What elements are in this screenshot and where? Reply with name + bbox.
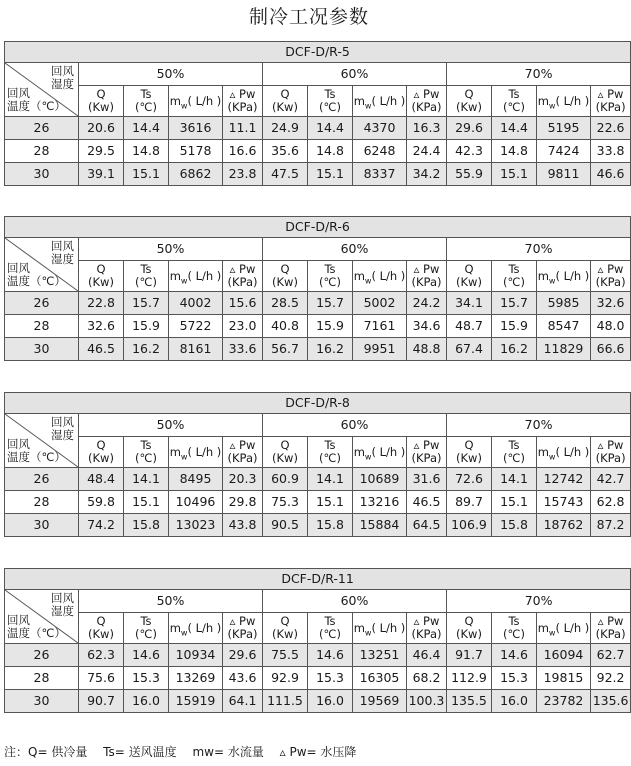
table-row xyxy=(5,514,631,537)
humidity-percent: 70% xyxy=(447,590,631,613)
header-q: Q (Kw) xyxy=(79,261,124,292)
table-cell: 90.7 xyxy=(79,690,124,713)
table-cell: 75.5 xyxy=(263,644,308,667)
table-cell: 14.1 xyxy=(492,468,537,491)
table-cell: 89.7 xyxy=(447,491,492,514)
corner-temperature: 回风 温度（℃） xyxy=(7,86,66,113)
header-q: Q (Kw) xyxy=(447,437,492,468)
header-q: Q (Kw) xyxy=(263,261,308,292)
table-cell: 46.5 xyxy=(407,491,447,514)
table-cell: 14.6 xyxy=(492,644,537,667)
table-cell: 15.1 xyxy=(124,163,169,186)
table-cell: 48.4 xyxy=(79,468,124,491)
return-air-temp: 26 xyxy=(5,117,79,140)
header-ts: Ts (℃) xyxy=(492,613,537,644)
table-cell: 87.2 xyxy=(591,514,631,537)
header-mw: $m_w$( L/h ) xyxy=(169,437,223,468)
table-cell: 20.3 xyxy=(223,468,263,491)
table-cell: 7161 xyxy=(353,315,407,338)
table-row xyxy=(5,117,631,140)
header-pw: ▵ Pw (KPa) xyxy=(223,261,263,292)
table-cell: 5195 xyxy=(537,117,591,140)
table-cell: 6862 xyxy=(169,163,223,186)
table-cell: 48.8 xyxy=(407,338,447,361)
header-mw: $m_w$( L/h ) xyxy=(353,261,407,292)
header-q: Q (Kw) xyxy=(447,261,492,292)
header-pw: ▵ Pw (KPa) xyxy=(407,437,447,468)
table-cell: 92.9 xyxy=(263,667,308,690)
table-cell: 16305 xyxy=(353,667,407,690)
header-ts: Ts (℃) xyxy=(124,86,169,117)
table-cell: 15743 xyxy=(537,491,591,514)
header-ts: Ts (℃) xyxy=(492,86,537,117)
humidity-percent: 60% xyxy=(263,590,447,613)
table-cell: 16.2 xyxy=(124,338,169,361)
table-cell: 8495 xyxy=(169,468,223,491)
table-cell: 9951 xyxy=(353,338,407,361)
table-cell: 7424 xyxy=(537,140,591,163)
header-q: Q (Kw) xyxy=(263,437,308,468)
table-cell: 15.1 xyxy=(492,163,537,186)
table-cell: 15.9 xyxy=(492,315,537,338)
table-row xyxy=(5,491,631,514)
header-q: Q (Kw) xyxy=(447,86,492,117)
table-cell: 10689 xyxy=(353,468,407,491)
corner-temperature: 回风 温度（℃） xyxy=(7,261,66,288)
corner-temperature: 回风 温度（℃） xyxy=(7,437,66,464)
table-cell: 11829 xyxy=(537,338,591,361)
table-cell: 15.1 xyxy=(308,163,353,186)
corner-cell xyxy=(5,238,79,292)
table-cell: 8161 xyxy=(169,338,223,361)
humidity-percent: 60% xyxy=(263,414,447,437)
table-cell: 16094 xyxy=(537,644,591,667)
table-cell: 13269 xyxy=(169,667,223,690)
note-pw: ▵ Pw= 水压降 xyxy=(279,745,357,759)
table-cell: 29.6 xyxy=(447,117,492,140)
table-cell: 14.1 xyxy=(308,468,353,491)
table-cell: 55.9 xyxy=(447,163,492,186)
table-cell: 4002 xyxy=(169,292,223,315)
header-q: Q (Kw) xyxy=(447,613,492,644)
return-air-temp: 28 xyxy=(5,667,79,690)
table-cell: 34.2 xyxy=(407,163,447,186)
table-cell: 40.8 xyxy=(263,315,308,338)
table-cell: 135.5 xyxy=(447,690,492,713)
corner-humidity: 回风 湿度 xyxy=(51,415,74,442)
table-cell: 20.6 xyxy=(79,117,124,140)
return-air-temp: 28 xyxy=(5,491,79,514)
table-cell: 14.8 xyxy=(124,140,169,163)
header-q: Q (Kw) xyxy=(79,86,124,117)
table-cell: 24.2 xyxy=(407,292,447,315)
table-cell: 72.6 xyxy=(447,468,492,491)
table-cell: 29.8 xyxy=(223,491,263,514)
table-row xyxy=(5,140,631,163)
table-cell: 62.7 xyxy=(591,644,631,667)
header-mw: $m_w$( L/h ) xyxy=(537,86,591,117)
table-cell: 22.6 xyxy=(591,117,631,140)
header-pw: ▵ Pw (KPa) xyxy=(591,613,631,644)
corner-cell xyxy=(5,63,79,117)
table-cell: 100.3 xyxy=(407,690,447,713)
corner-cell xyxy=(5,590,79,644)
table-cell: 42.7 xyxy=(591,468,631,491)
header-ts: Ts (℃) xyxy=(308,613,353,644)
table-cell: 15.7 xyxy=(124,292,169,315)
humidity-percent: 70% xyxy=(447,238,631,261)
header-pw: ▵ Pw (KPa) xyxy=(223,437,263,468)
table-cell: 16.0 xyxy=(308,690,353,713)
table-cell: 64.5 xyxy=(407,514,447,537)
header-mw: $m_w$( L/h ) xyxy=(353,613,407,644)
corner-humidity: 回风 湿度 xyxy=(51,239,74,266)
table-cell: 15.8 xyxy=(492,514,537,537)
table-cell: 23.8 xyxy=(223,163,263,186)
humidity-percent: 60% xyxy=(263,63,447,86)
table-cell: 64.1 xyxy=(223,690,263,713)
table-cell: 68.2 xyxy=(407,667,447,690)
model-table xyxy=(4,392,631,537)
table-cell: 34.6 xyxy=(407,315,447,338)
table-cell: 15.8 xyxy=(308,514,353,537)
table-cell: 47.5 xyxy=(263,163,308,186)
table-cell: 24.4 xyxy=(407,140,447,163)
table-cell: 16.6 xyxy=(223,140,263,163)
table-row xyxy=(5,292,631,315)
table-cell: 4370 xyxy=(353,117,407,140)
return-air-temp: 30 xyxy=(5,690,79,713)
table-cell: 14.6 xyxy=(308,644,353,667)
table-cell: 106.9 xyxy=(447,514,492,537)
header-q: Q (Kw) xyxy=(79,613,124,644)
table-cell: 46.6 xyxy=(591,163,631,186)
header-mw: $m_w$( L/h ) xyxy=(353,86,407,117)
table-cell: 15.7 xyxy=(492,292,537,315)
table-cell: 15.8 xyxy=(124,514,169,537)
table-cell: 15.6 xyxy=(223,292,263,315)
table-cell: 135.6 xyxy=(591,690,631,713)
table-cell: 15.1 xyxy=(308,491,353,514)
humidity-percent: 70% xyxy=(447,414,631,437)
table-cell: 29.5 xyxy=(79,140,124,163)
table-cell: 8337 xyxy=(353,163,407,186)
table-cell: 34.1 xyxy=(447,292,492,315)
table-cell: 16.2 xyxy=(492,338,537,361)
table-row xyxy=(5,644,631,667)
table-cell: 12742 xyxy=(537,468,591,491)
table-cell: 15884 xyxy=(353,514,407,537)
table-cell: 59.8 xyxy=(79,491,124,514)
table-row xyxy=(5,163,631,186)
table-cell: 28.5 xyxy=(263,292,308,315)
table-cell: 5985 xyxy=(537,292,591,315)
table-cell: 43.8 xyxy=(223,514,263,537)
model-name: DCF-D/R-11 xyxy=(5,569,631,590)
table-cell: 16.0 xyxy=(492,690,537,713)
table-cell: 48.7 xyxy=(447,315,492,338)
table-cell: 66.6 xyxy=(591,338,631,361)
return-air-temp: 30 xyxy=(5,338,79,361)
table-cell: 14.6 xyxy=(124,644,169,667)
humidity-percent: 70% xyxy=(447,63,631,86)
table-cell: 14.8 xyxy=(308,140,353,163)
header-pw: ▵ Pw (KPa) xyxy=(407,261,447,292)
table-cell: 15.1 xyxy=(492,491,537,514)
table-row xyxy=(5,667,631,690)
table-cell: 75.3 xyxy=(263,491,308,514)
footnote xyxy=(4,744,368,760)
header-mw: $m_w$( L/h ) xyxy=(169,613,223,644)
table-cell: 74.2 xyxy=(79,514,124,537)
table-cell: 24.9 xyxy=(263,117,308,140)
table-cell: 111.5 xyxy=(263,690,308,713)
table-cell: 15.3 xyxy=(124,667,169,690)
table-cell: 91.7 xyxy=(447,644,492,667)
header-ts: Ts (℃) xyxy=(124,437,169,468)
table-cell: 56.7 xyxy=(263,338,308,361)
table-cell: 10934 xyxy=(169,644,223,667)
return-air-temp: 26 xyxy=(5,468,79,491)
model-name: DCF-D/R-5 xyxy=(5,42,631,63)
table-cell: 23782 xyxy=(537,690,591,713)
corner-humidity: 回风 湿度 xyxy=(51,591,74,618)
model-name: DCF-D/R-8 xyxy=(5,393,631,414)
table-cell: 18762 xyxy=(537,514,591,537)
table-cell: 67.4 xyxy=(447,338,492,361)
table-cell: 15.7 xyxy=(308,292,353,315)
table-cell: 16.0 xyxy=(124,690,169,713)
page-title: 制冷工况参数 xyxy=(248,6,369,28)
table-cell: 32.6 xyxy=(591,292,631,315)
header-mw: $m_w$( L/h ) xyxy=(169,86,223,117)
humidity-percent: 50% xyxy=(79,414,263,437)
table-row xyxy=(5,690,631,713)
return-air-temp: 28 xyxy=(5,315,79,338)
table-cell: 15919 xyxy=(169,690,223,713)
table-cell: 29.6 xyxy=(223,644,263,667)
header-q: Q (Kw) xyxy=(79,437,124,468)
return-air-temp: 26 xyxy=(5,644,79,667)
table-cell: 48.0 xyxy=(591,315,631,338)
table-cell: 13251 xyxy=(353,644,407,667)
return-air-temp: 30 xyxy=(5,514,79,537)
table-cell: 19815 xyxy=(537,667,591,690)
table-cell: 75.6 xyxy=(79,667,124,690)
table-cell: 14.4 xyxy=(492,117,537,140)
table-cell: 8547 xyxy=(537,315,591,338)
table-cell: 5722 xyxy=(169,315,223,338)
table-cell: 90.5 xyxy=(263,514,308,537)
table-cell: 42.3 xyxy=(447,140,492,163)
header-ts: Ts (℃) xyxy=(308,437,353,468)
table-cell: 14.1 xyxy=(124,468,169,491)
table-cell: 13023 xyxy=(169,514,223,537)
table-cell: 33.8 xyxy=(591,140,631,163)
table-cell: 3616 xyxy=(169,117,223,140)
header-pw: ▵ Pw (KPa) xyxy=(223,613,263,644)
table-cell: 16.3 xyxy=(407,117,447,140)
table-cell: 5178 xyxy=(169,140,223,163)
table-row xyxy=(5,338,631,361)
table-cell: 10496 xyxy=(169,491,223,514)
table-cell: 5002 xyxy=(353,292,407,315)
header-ts: Ts (℃) xyxy=(308,261,353,292)
table-cell: 14.4 xyxy=(308,117,353,140)
header-pw: ▵ Pw (KPa) xyxy=(591,261,631,292)
table-row xyxy=(5,315,631,338)
table-cell: 15.1 xyxy=(124,491,169,514)
model-table xyxy=(4,216,631,361)
header-pw: ▵ Pw (KPa) xyxy=(591,437,631,468)
corner-temperature: 回风 温度（℃） xyxy=(7,613,66,640)
table-cell: 6248 xyxy=(353,140,407,163)
model-table xyxy=(4,41,631,186)
table-cell: 15.9 xyxy=(124,315,169,338)
table-cell: 92.2 xyxy=(591,667,631,690)
header-pw: ▵ Pw (KPa) xyxy=(407,86,447,117)
return-air-temp: 28 xyxy=(5,140,79,163)
table-cell: 11.1 xyxy=(223,117,263,140)
model-table xyxy=(4,568,631,713)
header-pw: ▵ Pw (KPa) xyxy=(407,613,447,644)
humidity-percent: 50% xyxy=(79,590,263,613)
header-ts: Ts (℃) xyxy=(308,86,353,117)
table-cell: 15.3 xyxy=(492,667,537,690)
header-q: Q (Kw) xyxy=(263,613,308,644)
table-cell: 19569 xyxy=(353,690,407,713)
model-name: DCF-D/R-6 xyxy=(5,217,631,238)
table-cell: 62.3 xyxy=(79,644,124,667)
table-cell: 35.6 xyxy=(263,140,308,163)
note-q: 注：Q= 供冷量 xyxy=(4,745,88,759)
table-cell: 32.6 xyxy=(79,315,124,338)
humidity-percent: 50% xyxy=(79,238,263,261)
table-cell: 112.9 xyxy=(447,667,492,690)
note-ts: Ts= 送风温度 xyxy=(103,745,177,759)
return-air-temp: 30 xyxy=(5,163,79,186)
humidity-percent: 60% xyxy=(263,238,447,261)
header-ts: Ts (℃) xyxy=(492,261,537,292)
table-row xyxy=(5,468,631,491)
table-cell: 46.5 xyxy=(79,338,124,361)
header-ts: Ts (℃) xyxy=(492,437,537,468)
table-cell: 23.0 xyxy=(223,315,263,338)
header-mw: $m_w$( L/h ) xyxy=(353,437,407,468)
table-cell: 62.8 xyxy=(591,491,631,514)
table-cell: 43.6 xyxy=(223,667,263,690)
header-pw: ▵ Pw (KPa) xyxy=(591,86,631,117)
table-cell: 9811 xyxy=(537,163,591,186)
corner-cell xyxy=(5,414,79,468)
table-cell: 14.4 xyxy=(124,117,169,140)
return-air-temp: 26 xyxy=(5,292,79,315)
header-ts: Ts (℃) xyxy=(124,613,169,644)
table-cell: 33.6 xyxy=(223,338,263,361)
table-cell: 16.2 xyxy=(308,338,353,361)
table-cell: 39.1 xyxy=(79,163,124,186)
table-cell: 22.8 xyxy=(79,292,124,315)
header-mw: $m_w$( L/h ) xyxy=(537,437,591,468)
header-ts: Ts (℃) xyxy=(124,261,169,292)
table-cell: 60.9 xyxy=(263,468,308,491)
table-cell: 15.3 xyxy=(308,667,353,690)
table-cell: 31.6 xyxy=(407,468,447,491)
header-mw: $m_w$( L/h ) xyxy=(169,261,223,292)
humidity-percent: 50% xyxy=(79,63,263,86)
table-cell: 14.8 xyxy=(492,140,537,163)
header-pw: ▵ Pw (KPa) xyxy=(223,86,263,117)
header-q: Q (Kw) xyxy=(263,86,308,117)
table-cell: 15.9 xyxy=(308,315,353,338)
table-cell: 13216 xyxy=(353,491,407,514)
header-mw: $m_w$( L/h ) xyxy=(537,613,591,644)
header-mw: $m_w$( L/h ) xyxy=(537,261,591,292)
table-cell: 46.4 xyxy=(407,644,447,667)
note-mw: mw= 水流量 xyxy=(192,745,264,759)
corner-humidity: 回风 湿度 xyxy=(51,64,74,91)
